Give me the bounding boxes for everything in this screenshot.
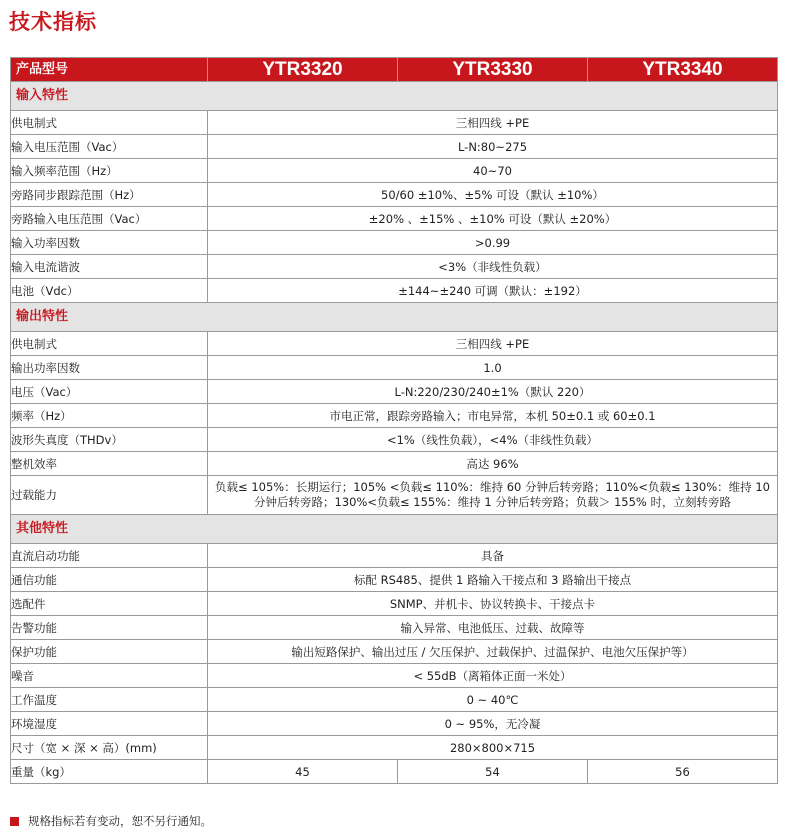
model-header-label: 产品型号 — [11, 58, 208, 82]
section-input — [11, 82, 778, 111]
spec-value: 50/60 ±10%、±5% 可设（默认 ±10%） — [208, 183, 778, 207]
table-row — [11, 452, 778, 476]
table-row — [11, 476, 778, 515]
spec-name: 输入功率因数 — [11, 231, 208, 255]
table-row — [11, 712, 778, 736]
footnote-text: 规格指标若有变动，恕不另行通知。 — [28, 814, 212, 828]
model-ytr3330: YTR3330 — [398, 58, 588, 82]
model-ytr3320: YTR3320 — [208, 58, 398, 82]
spec-name: 整机效率 — [11, 452, 208, 476]
spec-value: 市电正常，跟踪旁路输入；市电异常，本机 50±0.1 或 60±0.1 — [208, 404, 778, 428]
table-row — [11, 231, 778, 255]
spec-value: ±20% 、±15% 、±10% 可设（默认 ±20%） — [208, 207, 778, 231]
spec-name: 环境湿度 — [11, 712, 208, 736]
spec-value: L-N:220/230/240±1%（默认 220） — [208, 380, 778, 404]
table-row — [11, 664, 778, 688]
spec-value: <3%（非线性负载） — [208, 255, 778, 279]
spec-name: 供电制式 — [11, 111, 208, 135]
footnote — [10, 813, 212, 829]
spec-name: 输出功率因数 — [11, 356, 208, 380]
spec-value: < 55dB（离箱体正面一米处） — [208, 664, 778, 688]
spec-name: 输入电流谐波 — [11, 255, 208, 279]
section-title: 输出特性 — [11, 303, 778, 332]
spec-name: 电池（Vdc） — [11, 279, 208, 303]
weight-ytr3320: 45 — [208, 760, 398, 784]
table-row — [11, 640, 778, 664]
spec-value: 输出短路保护、输出过压 / 欠压保护、过载保护、过温保护、电池欠压保护等） — [208, 640, 778, 664]
weight-row — [11, 760, 778, 784]
spec-name: 旁路同步跟踪范围（Hz） — [11, 183, 208, 207]
spec-value: 高达 96% — [208, 452, 778, 476]
spec-value: 标配 RS485、提供 1 路输入干接点和 3 路输出干接点 — [208, 568, 778, 592]
table-row — [11, 279, 778, 303]
spec-name: 噪音 — [11, 664, 208, 688]
red-square-bullet-icon — [10, 817, 19, 826]
spec-name: 选配件 — [11, 592, 208, 616]
spec-value: 三相四线 +PE — [208, 332, 778, 356]
spec-name: 尺寸（宽 × 深 × 高）(mm) — [11, 736, 208, 760]
spec-value: SNMP、并机卡、协议转换卡、干接点卡 — [208, 592, 778, 616]
spec-name: 通信功能 — [11, 568, 208, 592]
spec-value: ±144~±240 可调（默认：±192） — [208, 279, 778, 303]
spec-value: 0 ~ 95%，无冷凝 — [208, 712, 778, 736]
section-output — [11, 303, 778, 332]
table-row — [11, 544, 778, 568]
spec-value: 负载≤ 105%：长期运行；105% <负载≤ 110%：维持 60 分钟后转旁路；110%<负载≤ 130%：维持 10 分钟后转旁路；130%<负载≤ 155%：维持 1 分钟后转旁路；负载＞ 155% 时，立刻转旁路 — [208, 476, 778, 515]
page-title: 技术指标 — [9, 10, 97, 34]
spec-name: 波形失真度（THDv） — [11, 428, 208, 452]
spec-name: 频率（Hz） — [11, 404, 208, 428]
weight-ytr3330: 54 — [398, 760, 588, 784]
table-row — [11, 135, 778, 159]
table-row — [11, 332, 778, 356]
spec-name: 直流启动功能 — [11, 544, 208, 568]
spec-value: >0.99 — [208, 231, 778, 255]
spec-value: 0 ~ 40℃ — [208, 688, 778, 712]
table-row — [11, 159, 778, 183]
spec-name: 工作温度 — [11, 688, 208, 712]
table-row — [11, 111, 778, 135]
spec-value: <1%（线性负载），<4%（非线性负载） — [208, 428, 778, 452]
table-row — [11, 592, 778, 616]
model-ytr3340: YTR3340 — [588, 58, 778, 82]
section-title: 其他特性 — [11, 515, 778, 544]
table-row — [11, 736, 778, 760]
spec-value: 具备 — [208, 544, 778, 568]
spec-name: 告警功能 — [11, 616, 208, 640]
spec-name: 重量（kg） — [11, 760, 208, 784]
table-row — [11, 255, 778, 279]
spec-name: 输入频率范围（Hz） — [11, 159, 208, 183]
spec-value: L-N:80~275 — [208, 135, 778, 159]
spec-name: 输入电压范围（Vac） — [11, 135, 208, 159]
spec-name: 过载能力 — [11, 476, 208, 515]
table-row — [11, 568, 778, 592]
table-row — [11, 428, 778, 452]
spec-name: 电压（Vac） — [11, 380, 208, 404]
spec-name: 保护功能 — [11, 640, 208, 664]
spec-value: 40~70 — [208, 159, 778, 183]
spec-value: 1.0 — [208, 356, 778, 380]
spec-value: 280×800×715 — [208, 736, 778, 760]
table-row — [11, 688, 778, 712]
table-row — [11, 616, 778, 640]
table-row — [11, 183, 778, 207]
weight-ytr3340: 56 — [588, 760, 778, 784]
spec-name: 供电制式 — [11, 332, 208, 356]
header-row — [11, 58, 778, 82]
table-row — [11, 207, 778, 231]
spec-table — [10, 57, 778, 784]
table-row — [11, 356, 778, 380]
table-row — [11, 404, 778, 428]
table-row — [11, 380, 778, 404]
spec-name: 旁路输入电压范围（Vac） — [11, 207, 208, 231]
spec-value: 输入异常、电池低压、过载、故障等 — [208, 616, 778, 640]
spec-value: 三相四线 +PE — [208, 111, 778, 135]
section-other — [11, 515, 778, 544]
section-title: 输入特性 — [11, 82, 778, 111]
